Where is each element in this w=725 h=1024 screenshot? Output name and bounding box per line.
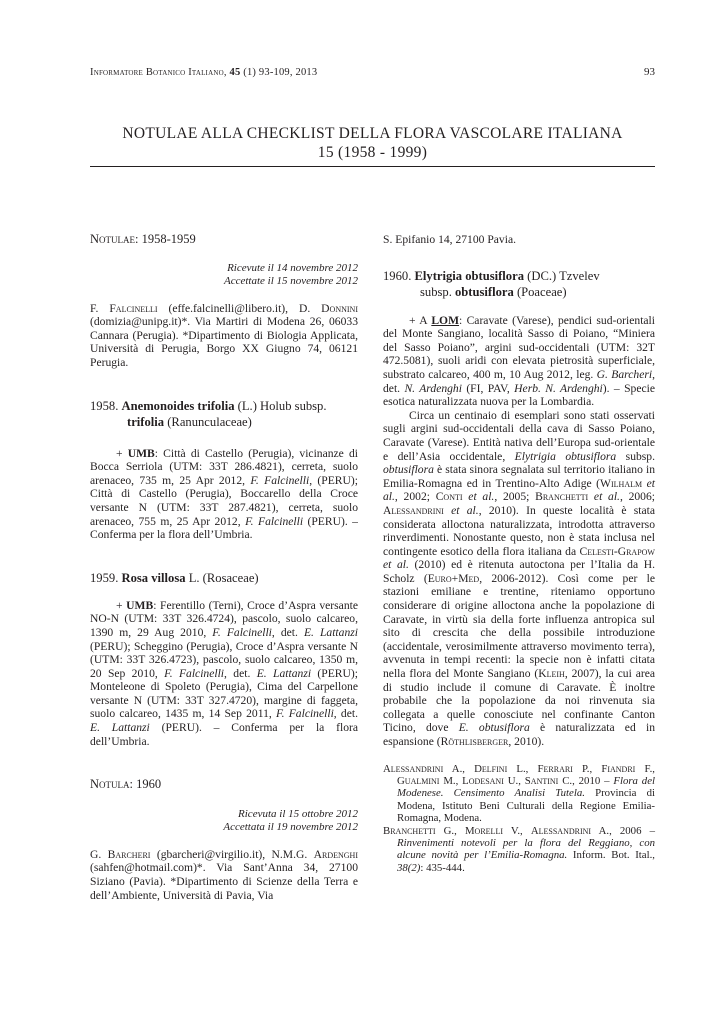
accepted-date: Accettata il 19 novembre 2012 — [223, 820, 358, 833]
journal-name: Informatore Botanico Italiano, — [90, 67, 227, 78]
journal-volume: 45 — [229, 67, 241, 78]
entry-number: 1958. — [90, 398, 119, 413]
entry-1959-title — [90, 570, 358, 586]
infraspecific-name: trifolia — [127, 414, 165, 429]
authors-block: F. Falcinelli (effe.falcinelli@libero.it), D. Donnini (domizia@unipg.it)*. Via Martiri di Modena 26, 06033 Cannara (Perugia). *Dipartimento di Biologia Applicata, Università di Perugia, Borgo XX Giugno 74, 06121 Perugia. — [90, 301, 358, 369]
taxon-author: (DC.) Tzvelev — [527, 268, 600, 283]
reference-item: Alessandrini A., Delfini L., Ferrari P., Fiandri F., Gualmini M., Lodesani U., Santini C., 2010 – Flora del Modenese. Censimento Analisi Tutela. Provincia di Modena, Istituto Beni Culturali della Regione Emilia-Romagna, Modena. — [383, 762, 655, 825]
entry-number: 1960. — [383, 268, 412, 283]
entry-number: 1959. — [90, 570, 119, 585]
journal-issue-pages: (1) 93-109, 2013 — [243, 67, 318, 78]
entry-1958-record: + UMB: Città di Castello (Perugia), vicinanze di Bocca Serriola (UTM: 33T 286.4821), cerreta, suolo arenaceo, 735 m, 25 Apr 2012, F. Falcinelli, (PERU); Città di Castello (Perugia), Boccarello della Croce versante N (UTM: 33T 287.4821), cerreta, suolo arenaceo, 755 m, 25 Apr 2012, F. Falcinelli (PERU). – Conferma per la flora dell’Umbria. — [90, 446, 358, 542]
family-name: (Ranunculaceae) — [167, 414, 252, 429]
entry-1960-record: + A LOM: Caravate (Varese), pendici sud-orientali del Monte Sangiano, località Sasso di Poiano, “Miniera del Sasso Poiano”, argini sud-occidentali (UTM: 32T 472.5081), suoli aridi con elevata pietrosità superficiale, substrato calcareo, 400 m, 10 Aug 2012, leg. G. Barcheri, det. N. Ardenghi (FI, PAV, Herb. N. Ardenghi). – Specie esotica naturalizzata nuova per la Lombardia. — [383, 313, 656, 409]
right-column — [383, 233, 655, 874]
entry-1960-title — [383, 268, 655, 300]
taxon-name: Rosa villosa — [121, 570, 186, 585]
title-line-1: NOTULAE ALLA CHECKLIST DELLA FLORA VASCOLARE ITALIANA — [122, 125, 623, 142]
title-line-2: 15 (1958 - 1999) — [317, 144, 428, 161]
entry-1958-title — [90, 398, 358, 430]
taxon-author-family: L. (Rosaceae) — [188, 570, 259, 585]
rank-label: subsp. — [420, 284, 452, 299]
taxon-name: Anemonoides trifolia — [121, 398, 235, 413]
family-name: (Poaceae) — [516, 284, 567, 299]
references-list — [383, 763, 655, 875]
entry-1960-discussion: Circa un centinaio di esemplari sono stati osservati sugli argini sud-occidentali della cava di Sasso Poiano, Caravate (Varese). Entità nativa dell’Europa sud-orientale e dell’Asia occidentale, Elytrigia obtusiflora subsp. obtusiflora è stata sinora segnalata sul territorio italiano in Emilia-Romagna ed in Trentino-Alto Adige (Wilhalm et al., 2002; Conti et al., 2005; Branchetti et al., 2006; Alessandrini et al., 2010). In queste località è stata considerata alloctona naturalizzata, introdotta attraverso rinverdimenti. Nonostante questo, non è stata inclusa nel contingente esotico della flora italiana da Celesti-Grapow et al. (2010) ed è ritenuta autoctona per l’Italia da H. Scholz (Euro+Med, 2006-2012). Così come per le stazioni emiliane e trentine, riteniamo opportuno considerare di origine alloctona anche la popolazione di Caravate, in virtù sia della forte influenza antropica sul sito di crescita che della possibile introduzione (accidentale, verosimilmente attraverso movimento terra), avvenuta in tempi recenti: la specie non è infatti citata nella flora del Monte Sangiano (Kleih, 2007), la cui area di studio include il comune di Caravate. È inoltre probabile che la popolazione da noi rinvenuta sia collegata a quelle conosciute nel confinante Canton Ticino, dove E. obtusiflora è naturalizzata ed in espansione (Röthlisberger, 2010). — [383, 408, 655, 748]
title-rule — [90, 166, 655, 167]
accepted-date: Accettate il 15 novembre 2012 — [224, 274, 358, 287]
received-dates-2 — [90, 808, 358, 834]
page-title — [90, 124, 655, 162]
reference-item: Branchetti G., Morelli V., Alessandrini A., 2006 – Rinvenimenti notevoli per la flora del Reggiano, con alcune novità per l’Emilia-Romagna. Inform. Bot. Ital., 38(2): 435-444. — [383, 824, 655, 874]
entry-1959-record: + UMB: Ferentillo (Terni), Croce d’Aspra versante NO-N (UTM: 33T 326.4724), pascolo, suolo calcareo, 1390 m, 29 Aug 2010, F. Falcinelli, det. E. Lattanzi (PERU); Scheggino (Perugia), Croce d’Aspra versante N (UTM: 33T 326.4723), pascolo, suolo calcareo, 1350 m, 20 Sep 2010, F. Falcinelli, det. E. Lattanzi (PERU); Monteleone di Spoleto (Perugia), Cima del Carpellone versante N (UTM: 33T 327.4720), margine di faggeta, suolo calcareo, 1435 m, 14 Sep 2011, F. Falcinelli, det. E. Lattanzi (PERU). – Conferma per la flora dell’Umbria. — [90, 598, 358, 748]
received-date: Ricevuta il 15 ottobre 2012 — [238, 807, 358, 820]
taxon-name: Elytrigia obtusiflora — [414, 268, 524, 283]
running-head — [90, 67, 317, 78]
infraspecific-name: obtusiflora — [455, 284, 514, 299]
taxon-author: (L.) Holub subsp. — [237, 398, 327, 413]
received-dates — [90, 262, 358, 288]
page-number: 93 — [644, 66, 655, 78]
section-heading-notulae: Notulae: 1958-1959 — [90, 232, 196, 246]
left-column — [90, 233, 358, 902]
received-date: Ricevute il 14 novembre 2012 — [227, 261, 358, 274]
authors-continued: S. Epifanio 14, 27100 Pavia. — [383, 233, 516, 246]
section-heading-notula: Notula: 1960 — [90, 777, 162, 792]
authors-block-2: G. Barcheri (gbarcheri@virgilio.it), N.M.G. Ardenghi (sahfen@hotmail.com)*. Via Sant’Anna 34, 27100 Siziano (Pavia). *Dipartimento di Scienze della Terra e dell’Ambiente, Università di Pavia, Via — [90, 847, 358, 902]
